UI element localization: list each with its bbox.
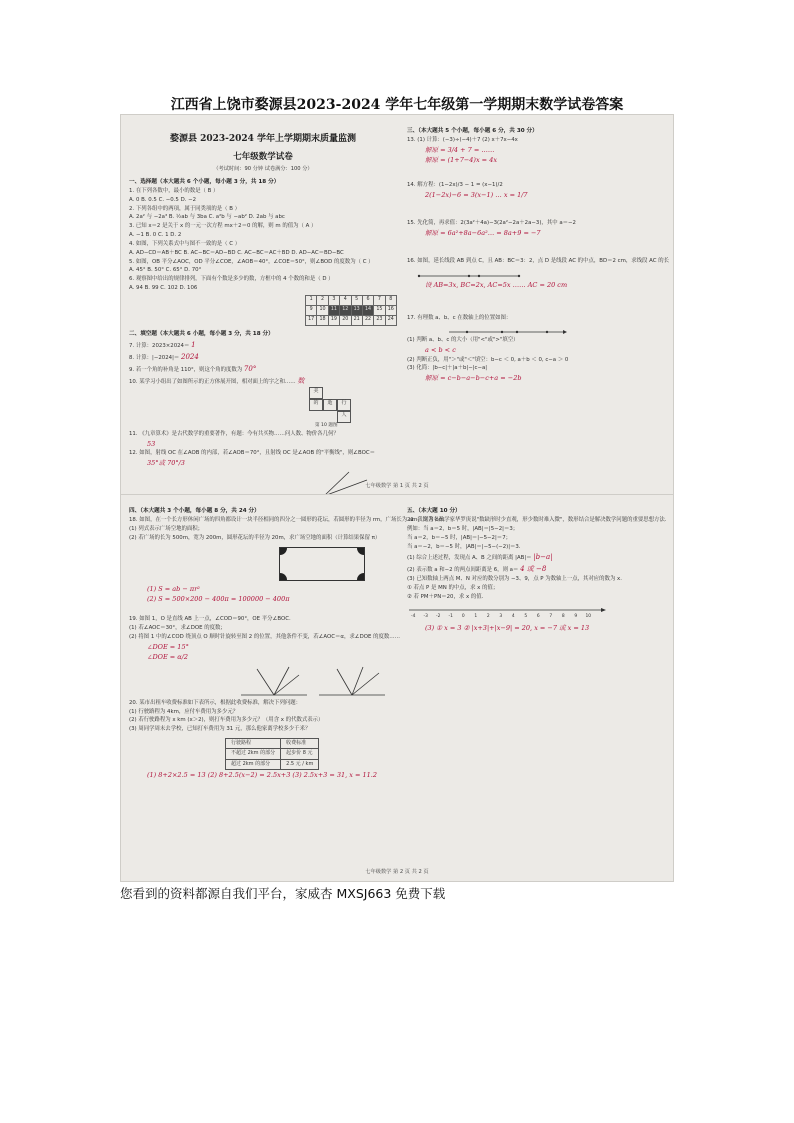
page2-right-column bbox=[407, 503, 665, 634]
question-13-answer-1: 解原 = 3/4 + 7 = …… bbox=[425, 145, 495, 154]
question-9 bbox=[129, 364, 397, 375]
grid-row bbox=[306, 295, 397, 305]
grid-cell: 5 bbox=[351, 295, 362, 305]
exam-info: （考试时间：90 分钟 试卷满分：100 分） bbox=[213, 166, 313, 173]
grid-row bbox=[306, 315, 397, 325]
question-21-example-b: 当 a＝2，b＝−5 时，|AB|＝|−5−2|＝7； bbox=[407, 534, 512, 541]
grid-cell: 14 bbox=[362, 305, 373, 315]
spacer bbox=[407, 239, 665, 257]
corner-flowerbed bbox=[357, 548, 364, 555]
question-19-answer-2: ∠DOE = α/2 bbox=[147, 653, 189, 662]
section-3-heading: 三、（本大题共 5 个小题，每小题 6 分，共 30 分） bbox=[407, 128, 538, 134]
question-21-part-2-text: (2) 表示数 a 和−2 的两点间距离是 6，则 a＝ bbox=[407, 567, 519, 574]
question-3-options: A. −1 B. 0 C. 1 D. 2 bbox=[129, 232, 182, 239]
tick-label: 0 bbox=[461, 613, 465, 619]
question-7 bbox=[129, 340, 397, 351]
question-17-part-1-answer: a < b < c bbox=[425, 346, 456, 355]
question-5: 5. 如图，OB 平分∠AOC，OD 平分∠COE，∠AOB＝40°，∠COE＝50°，则∠BOD 的度数为（ C ） bbox=[129, 258, 374, 265]
tick-label: 6 bbox=[536, 613, 540, 619]
section-2-heading: 二、填空题（本大题共 6 小题，每小题 3 分，共 18 分） bbox=[129, 330, 274, 337]
page1-right-column bbox=[407, 123, 669, 385]
question-17: 17. 有理数 a、b、c 在数轴上的位置如图： bbox=[407, 314, 512, 321]
page1-left-column bbox=[129, 123, 397, 506]
angle-figures-19 bbox=[239, 665, 389, 699]
cube-face: 逝 bbox=[323, 399, 337, 411]
question-17-part-3-answer: 解原 = c−b−a−b−c+a = −2b bbox=[425, 374, 522, 383]
question-21-part-1-answer: |b−a| bbox=[533, 553, 553, 562]
cube-net-figure bbox=[309, 387, 397, 430]
question-14: 14. 解方程：(1−2x)/3 − 1 = (x−1)/2 bbox=[407, 181, 503, 188]
question-18-answer-2: (2) S = 500×200 − 400π = 100000 − 400π bbox=[147, 595, 290, 604]
grid-cell: 19 bbox=[328, 315, 339, 325]
question-6-options: A. 94 B. 99 C. 102 D. 106 bbox=[129, 285, 198, 292]
grid-cell: 17 bbox=[306, 315, 317, 325]
grid-cell: 20 bbox=[340, 315, 351, 325]
table-cell: 起步价 8 元 bbox=[281, 749, 319, 759]
question-21-part-1-text: (1) 综合上述过程，发现点 A、B 之间的距离 |AB|＝ bbox=[407, 555, 532, 562]
grid-cell: 2 bbox=[317, 295, 328, 305]
question-17-part-2: (2) 判断正负，用"＞"或"＜"填空：b−c ＜ 0, a＋b ＜ 0, c−a ＞ 0 bbox=[407, 356, 569, 363]
question-9-text: 9. 若一个角的补角是 110°，则这个角的度数为 bbox=[129, 366, 243, 373]
question-21: 21. 我国著名数学家华罗庚说"数缺形时少直观，形少数时难入微"，数形结合是解决数学问题的重要思想方法. bbox=[407, 517, 667, 524]
table-cell: 2.5 元 / km bbox=[281, 759, 319, 769]
question-10-answer: 数 bbox=[297, 376, 305, 385]
grid-cell: 9 bbox=[306, 305, 317, 315]
table-cell: 不超过 2km 的部分 bbox=[226, 749, 281, 759]
spacer bbox=[407, 292, 665, 314]
question-9-answer: 70° bbox=[243, 364, 257, 373]
cube-net-row bbox=[309, 399, 397, 411]
grid-cell: 1 bbox=[306, 295, 317, 305]
table-cell: 超过 2km 的部分 bbox=[226, 759, 281, 769]
grid-cell: 18 bbox=[317, 315, 328, 325]
page-2-footer: 七年级数学 第 2 页 共 2 页 bbox=[365, 869, 429, 875]
corner-flowerbed bbox=[357, 573, 364, 580]
section-5-heading: 五、（本大题 10 分） bbox=[407, 508, 461, 514]
table-header-row bbox=[226, 739, 319, 749]
grid-cell: 23 bbox=[374, 315, 385, 325]
question-3: 3. 已知 x＝2 是关于 x 的一元一次方程 mx＋2＝0 的解，则 m 的值为（ A ） bbox=[129, 223, 317, 230]
question-19: 19. 如图 1，O 是直线 AB 上一点，∠COD＝90°，OE 平分∠BOC. bbox=[129, 616, 291, 623]
tick-label: 8 bbox=[561, 613, 565, 619]
question-20-part-1: (1) 行驶路程为 4km，应付车费用为多少元？ bbox=[129, 708, 239, 715]
grid-cell: 8 bbox=[385, 295, 396, 305]
grid-cell: 15 bbox=[374, 305, 385, 315]
question-21-part-3: (3) 已知数轴上两点 M、N 对应的数分别为 −3、9，点 P 为数轴上一点，其对应的数为 x. bbox=[407, 576, 622, 583]
question-18-part-2: (2) 若广场的长为 500m，宽为 200m，圆形花坛的半径为 20m，求广场空地的面积（计算结果保留 π） bbox=[129, 534, 381, 541]
question-12: 12. 如图，射线 OC 在∠AOB 的内部，若∠AOB＝70°，且射线 OC 是∠AOB 的"平衡线"，则∠BOC＝ bbox=[129, 450, 376, 457]
question-1-options: A. 0 B. 0.5 C. −0.5 D. −2 bbox=[129, 196, 197, 203]
grid-cell: 16 bbox=[385, 305, 396, 315]
tick-label: -3 bbox=[423, 613, 428, 619]
table-row bbox=[226, 759, 319, 769]
tick-label: 1 bbox=[474, 613, 478, 619]
question-19-part-2: (2) 将图 1 中的∠COD 绕顶点 O 顺时针旋转至图 2 的位置，其他条件不变，若∠AOC＝α，求∠DOE 的度数…… bbox=[129, 634, 401, 641]
taxi-fee-table bbox=[225, 738, 319, 770]
question-4: 4. 如图，下列关系式中与图不一致的是（ C ） bbox=[129, 240, 241, 247]
question-19-answer-1: ∠DOE = 15° bbox=[147, 642, 189, 651]
grid-cell: 24 bbox=[385, 315, 396, 325]
download-note: 您看到的资料都源自我们平台，家威杏 MXSJ663 免费下载 bbox=[120, 886, 446, 901]
question-10-text: 10. 某学习小组出了如图所示的正方体展开图，相对面上的字之和…… bbox=[129, 378, 296, 385]
grid-cell: 21 bbox=[351, 315, 362, 325]
number-line-axis bbox=[407, 606, 607, 614]
question-18: 18. 如图，在一个长方形休闲广场的四角都设计一块半径相同的四分之一圆形的花坛，若圆形的半径为 rm，广场长为 am，宽为 bm. bbox=[129, 517, 446, 524]
question-18-part-1: (1) 列式表示广场空地的面积； bbox=[129, 525, 204, 532]
table-header-cell: 行驶路程 bbox=[226, 739, 281, 749]
grid-cell: 13 bbox=[351, 305, 362, 315]
number-line-figure-17 bbox=[447, 324, 567, 336]
cube-net-row bbox=[337, 411, 397, 423]
question-11: 11. 《九章算术》是古代数学的重要著作，有题：今有共买物……问人数、物价各几何？ bbox=[129, 431, 339, 438]
tick-label: 5 bbox=[524, 613, 528, 619]
question-11-answer: 53 bbox=[147, 439, 156, 448]
tick-label: 10 bbox=[585, 613, 592, 619]
question-21-example-a: 例如：当 a＝2，b＝5 时，|AB|＝|5−2|＝3； bbox=[407, 525, 519, 532]
question-21-part-2-answer: 4 或 −8 bbox=[520, 565, 547, 574]
cube-face: 人 bbox=[337, 411, 351, 423]
section-1-heading: 一、选择题（本大题共 6 个小题，每小题 3 分，共 18 分） bbox=[129, 178, 280, 185]
exam-page-1-photo bbox=[120, 114, 674, 496]
grid-cell: 6 bbox=[362, 295, 373, 305]
question-1: 1. 在下列各数中，最小的数是（ B ） bbox=[129, 188, 219, 194]
question-21-example-c: 当 a＝−2，b＝−5 时，|AB|＝|−5−(−2)|＝3. bbox=[407, 543, 521, 550]
cube-face: 美 bbox=[309, 387, 323, 399]
tick-label: 4 bbox=[511, 613, 515, 619]
corner-flowerbed bbox=[280, 548, 287, 555]
question-20-part-2: (2) 若行驶路程为 x km (x＞2)，则打车费用为多少元？（用含 x 的代数式表示） bbox=[129, 717, 324, 724]
grid-cell: 22 bbox=[362, 315, 373, 325]
tick-label: 3 bbox=[499, 613, 503, 619]
question-12-answer: 35°或 70°/3 bbox=[147, 459, 185, 468]
grid-cell: 12 bbox=[340, 305, 351, 315]
question-20-answer: (1) 8+2×2.5 = 13 (2) 8+2.5(x−2) = 2.5x+3 (3) 2.5x+3 = 31, x = 11.2 bbox=[147, 770, 377, 779]
question-16: 16. 如图，延长线段 AB 到点 C，且 AB：BC＝3：2，点 D 是线段 AC 的中点，BD＝2 cm，求线段 AC 的长 bbox=[407, 258, 669, 265]
question-6: 6. 观察图中给出的规律排列，下面有个数是多少的数，方框中的 4 个数的和是（ D ） bbox=[129, 276, 334, 283]
question-7-answer: 1 bbox=[191, 341, 196, 350]
grid-cell: 3 bbox=[328, 295, 339, 305]
grid-cell: 7 bbox=[374, 295, 385, 305]
question-21-part-2 bbox=[407, 564, 665, 575]
question-13-answer-2: 解原 = (1+7−4)x = 4x bbox=[425, 156, 497, 165]
question-21-part-3a: ① 若点 P 是 MN 的中点，求 x 的值； bbox=[407, 584, 499, 591]
plaza-rectangle-figure bbox=[279, 547, 365, 581]
question-21-part-3b: ② 若 PM＋PN＝20，求 x 的值. bbox=[407, 593, 484, 600]
question-10 bbox=[129, 376, 397, 387]
grid-cell: 4 bbox=[340, 295, 351, 305]
figure-10-caption: 第 10 题图 bbox=[315, 423, 338, 429]
segment-figure-16 bbox=[415, 268, 525, 280]
section-4-heading: 四、（本大题共 3 个小题，每小题 8 分，共 24 分） bbox=[129, 508, 260, 514]
question-13: 13. (1) 计算：(−3)÷(−4)＋7 (2) x＋7x−4x bbox=[407, 137, 518, 144]
question-2: 2. 下列各组中的两项，属于同类项的是（ B ） bbox=[129, 205, 241, 212]
question-15: 15. 先化简，再求值：2(3a²＋4a)−3(2a²−2a＋2a−3)，其中 a＝−2 bbox=[407, 220, 576, 227]
question-21-part-1 bbox=[407, 552, 665, 563]
question-5-options: A. 45° B. 50° C. 65° D. 70° bbox=[129, 267, 202, 274]
question-17-part-3: (3) 化简：|b−c|＋|a＋b|−|c−a| bbox=[407, 365, 488, 372]
tick-label: 9 bbox=[574, 613, 578, 619]
table-row bbox=[226, 749, 319, 759]
spacer bbox=[407, 201, 665, 219]
question-2-options: A. 2a² 与 −2a³ B. ½ab 与 3ba C. a²b 与 −ab² D. 2ab 与 abc bbox=[129, 214, 285, 221]
question-17-part-1: (1) 判断 a、b、c 的大小（用"<"或">"填空） bbox=[407, 337, 519, 344]
grid-row bbox=[306, 305, 397, 315]
grid-cell: 10 bbox=[317, 305, 328, 315]
number-line-figure-21 bbox=[407, 606, 665, 622]
question-18-answer-1: (1) S = ab − πr² bbox=[147, 584, 200, 593]
question-20: 20. 某市出租车收费标准如下表所示，根据此收费标准，解决下列问题： bbox=[129, 699, 302, 706]
tick-label: -2 bbox=[436, 613, 441, 619]
question-7-text: 7. 计算：2023×2024＝ bbox=[129, 343, 190, 350]
document-title: 江西省上饶市婺源县2023-2024 学年七年级第一学期期末数学试卷答案 bbox=[170, 97, 624, 113]
question-14-answer: 2(1−2x)−6 = 3(x−1) … x = 1/7 bbox=[425, 190, 528, 199]
spacer bbox=[129, 605, 397, 615]
question-16-answer: 设 AB=3x, BC=2x, AC=5x …… AC = 20 cm bbox=[425, 281, 568, 290]
number-grid bbox=[305, 295, 397, 326]
question-8 bbox=[129, 352, 397, 363]
question-8-text: 8. 计算：|−2024|＝ bbox=[129, 354, 180, 361]
table-header-cell: 收费标准 bbox=[281, 739, 319, 749]
corner-flowerbed bbox=[280, 573, 287, 580]
exam-subtitle: 七年级数学试卷 bbox=[233, 152, 293, 163]
page-1-footer: 七年级数学 第 1 页 共 2 页 bbox=[365, 483, 429, 489]
exam-page-2-photo bbox=[120, 494, 674, 882]
cube-face: 的 bbox=[309, 399, 323, 411]
spacer bbox=[407, 167, 665, 181]
number-line-labels bbox=[407, 614, 607, 620]
question-21-answer: (3) ① x = 3 ② |x+3|+|x−9| = 20, x = −7 或 x = 13 bbox=[425, 623, 590, 632]
cube-net-row bbox=[309, 387, 397, 399]
tick-label: 2 bbox=[486, 613, 490, 619]
question-4-options: A. AD−CD＝AB＋BC B. AC−BC＝AD−BD C. AC−BC＝AC＋BD D. AD−AC＝BD−BC bbox=[129, 249, 344, 256]
question-20-part-3: (3) 周同学周末去学校，已知打车费用为 31 元，那么他家离学校多少千米？ bbox=[129, 726, 311, 733]
grid-cell: 11 bbox=[328, 305, 339, 315]
exam-title: 婺源县 2023-2024 学年上学期期末质量监测 bbox=[169, 134, 357, 144]
tick-label: 7 bbox=[549, 613, 553, 619]
question-19-part-1: (1) 若∠AOC＝30°，求∠DOE 的度数； bbox=[129, 625, 226, 632]
tick-label: -4 bbox=[411, 613, 416, 619]
tick-label: -1 bbox=[448, 613, 453, 619]
question-15-answer: 解原 = 6a²+8a−6a²… = 8a+9 = −7 bbox=[425, 228, 541, 237]
cube-face: 行 bbox=[337, 399, 351, 411]
question-8-answer: 2024 bbox=[181, 352, 199, 361]
